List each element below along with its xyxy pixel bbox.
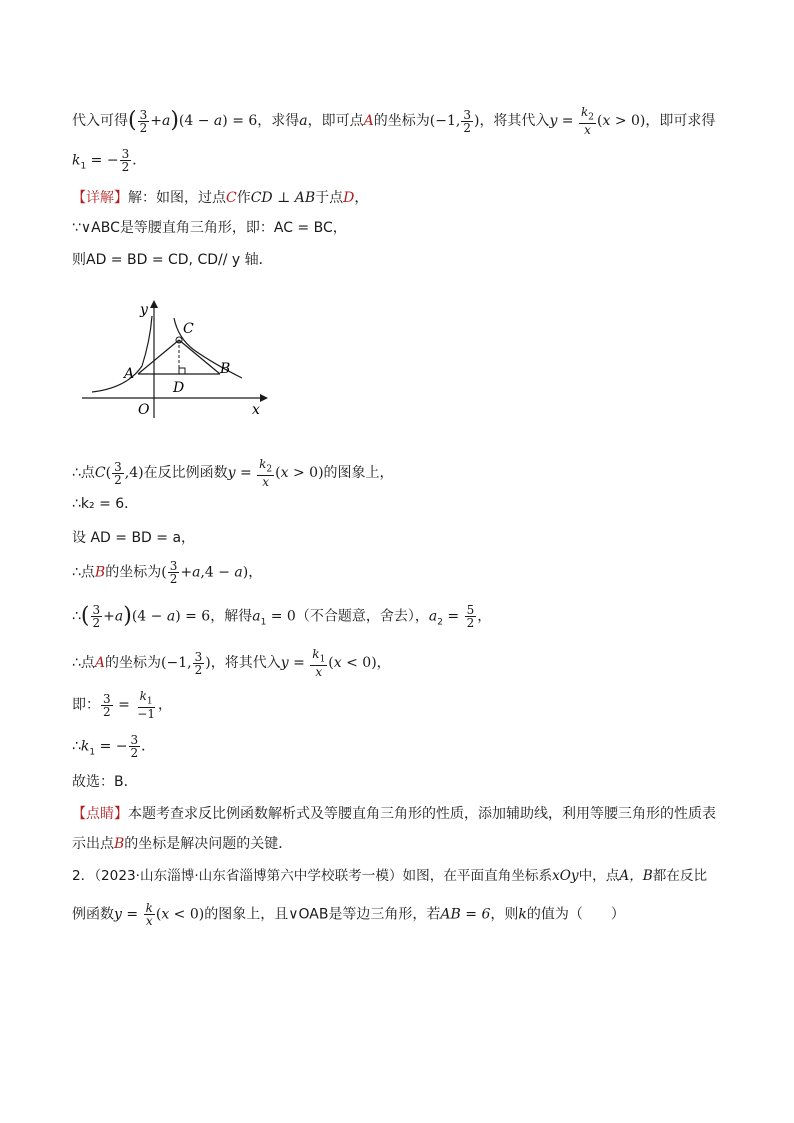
point-b: B [94, 564, 106, 581]
coordinate-system: xOy [552, 868, 579, 884]
text: 的坐标是解决问题的关键． [124, 836, 293, 852]
coordinate-figure [82, 296, 272, 421]
text: 于点 [315, 190, 344, 206]
line-set-a [72, 528, 195, 548]
point-b: B [114, 836, 125, 852]
line-k1-result: $k_1$ = − $\frac{3}{2}$ ． [72, 147, 147, 174]
text: ，将其代入 [479, 113, 550, 130]
point-d: D [343, 190, 355, 206]
line-answer [72, 772, 138, 792]
point-a: A [94, 655, 106, 672]
line-commentary [72, 804, 716, 824]
text: 的坐标为 [105, 564, 162, 581]
point-c: C [226, 190, 237, 206]
text: 作 [236, 190, 251, 206]
text: ，解得 [210, 608, 253, 625]
line-detail [72, 188, 368, 208]
line-substitute: 代入可得( $\frac{3}{2}$ +a)(4 − a) = 6，求得a，即可点A的坐标为(−1, $\frac{3}{2}$ )，将其代入y = $\frac{k_2}{x}$ (x > 0)，即可求得 [72, 105, 716, 138]
text: 的图象上， [323, 465, 394, 482]
line-point-b: ∴点B的坐标为( $\frac{3}{2}$ +a,4 − a)， [72, 559, 263, 586]
fraction: $\frac{3}{2}$ [139, 107, 148, 135]
text: 示出点 [72, 836, 114, 852]
text: ，即可点 [307, 113, 364, 130]
text: ，将其代入 [210, 655, 281, 672]
detail-tag: 【详解】 [72, 190, 128, 206]
question-2 [72, 866, 707, 886]
left-hyperbola [92, 316, 152, 392]
text: 本题考查求反比例函数解析式及等腰直角三角形的性质，添加辅助线，利用等腰三角形的性质表 [128, 806, 716, 822]
commentary-tag: 【点睛】 [72, 806, 128, 822]
line-point-a: ∴点A的坐标为(−1, $\frac{3}{2}$ )，将其代入y = $\frac{k_1}{x}$ (x < 0)， [72, 647, 391, 680]
text: 2．（2023·山东淄博·山东省淄博第六中学校联考一模）如图，在平面直角坐标系 [72, 868, 553, 884]
text: 即： [72, 697, 100, 714]
text: ∵∨ABC是等腰直角三角形，即：AC = BC， [72, 220, 347, 236]
label-y: y [140, 302, 148, 318]
right-angle-marker [179, 368, 185, 374]
text: ，即可求得 [645, 113, 716, 130]
text: 设 AD = BD = a， [72, 530, 196, 546]
text: 故选：B． [72, 774, 138, 790]
ab-length: AB = 6 [440, 906, 491, 923]
question-2-cont: 例函数y = $\frac{k}{x}$ (x < 0)的图象上，且∨OAB是等边三角形，若AB = 6，则k的值为（ ） [72, 901, 625, 928]
label-a: A [124, 366, 135, 382]
label-x: x [252, 402, 260, 418]
line-point-c: ∴点C( $\frac{3}{2}$ ,4)在反比例函数y = $\frac{k_2}{x}$ (x > 0)的图象上， [72, 457, 394, 490]
text: ∴点 [72, 465, 95, 482]
text: 在反比例函数 [143, 465, 228, 482]
text: 解：如图，过点 [128, 190, 226, 206]
text: 代入可得 [72, 113, 128, 130]
line-namely: 即： $\frac{3}{2}$ = $\frac{k_1}{-1}$ ， [72, 689, 172, 722]
k-var: k [518, 906, 527, 923]
label-c: C [183, 321, 194, 337]
line-k2 [72, 494, 138, 514]
text: 的坐标为 [105, 655, 162, 672]
text: ， [354, 190, 369, 206]
points-ab: A，B [619, 868, 653, 884]
x-axis-arrow [260, 394, 268, 402]
label-o: O [138, 402, 150, 418]
y-axis-arrow [150, 300, 158, 308]
text: ∴k₂ = 6． [72, 496, 139, 512]
line-equal-segments [72, 250, 273, 270]
text: ∴点 [72, 655, 95, 672]
line-k1-final: $\therefore k_1$ = − $\frac{3}{2}$ ． [72, 733, 156, 760]
text: 的坐标为 [373, 113, 430, 130]
label-b: B [220, 361, 231, 377]
text: 的图象上，且∨OAB是等边三角形，若 [204, 906, 441, 923]
line-commentary-2 [72, 834, 292, 854]
text: 的值为（ ） [526, 906, 625, 923]
line-solve: ∴( $\frac{3}{2}$ +a)(4 − a) = 6，解得$a_1 = 0$（不合题意，舍去），$a_2$ = $\frac{5}{2}$ ， [72, 603, 492, 630]
text: 则AD = BD = CD, CD// y 轴． [72, 252, 273, 268]
perpendicular: CD ⊥ AB [250, 190, 316, 206]
text: ，则 [490, 906, 519, 923]
text: 中，点 [578, 868, 620, 884]
label-d: D [173, 380, 185, 396]
text: ∴点 [72, 564, 95, 581]
text: 例函数 [72, 906, 114, 923]
text: （不合题意，舍去）， [295, 608, 429, 625]
text: ，求得 [257, 113, 300, 130]
line-isosceles [72, 218, 347, 238]
text: 都在反比 [652, 868, 708, 884]
